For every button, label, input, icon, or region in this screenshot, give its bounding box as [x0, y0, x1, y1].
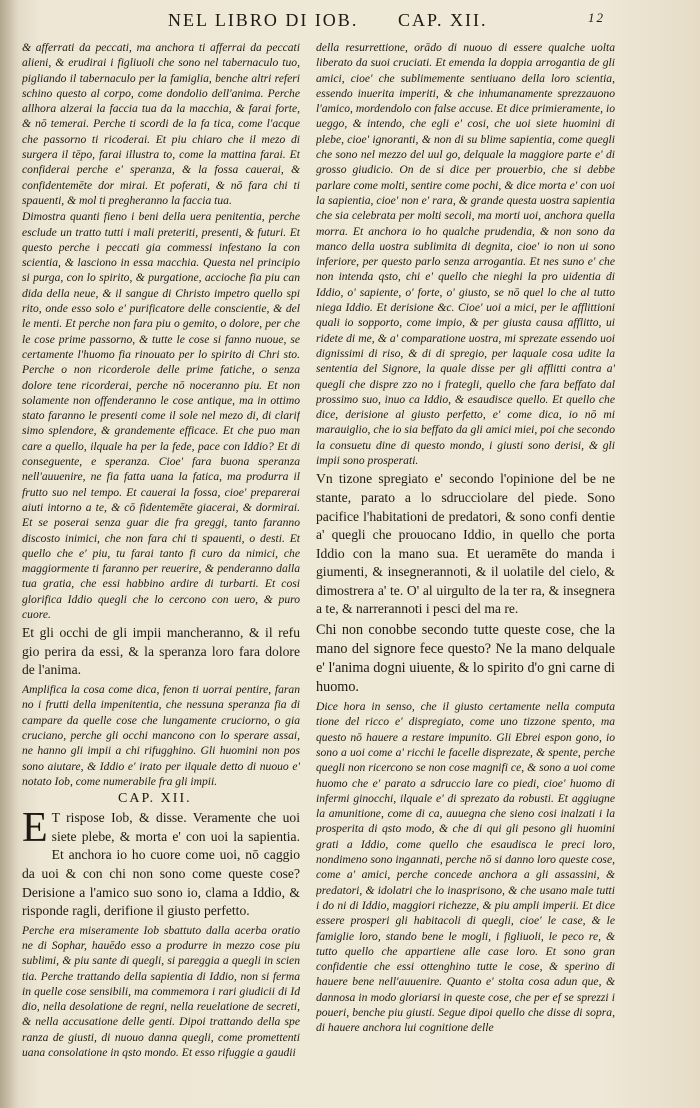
commentary-paragraph: Dice hora in senso, che il giusto certamente nella computa tione del ricco e' dispregiato, come uno tizzone spento, ma questo nō hauere a restare impunito. Gli Ebrei espon gono, io sono a uoi come a' ricchi le facelle disprezate, & spente, perche quegli non ricercono se non cose magnifi ce, & sono a uoi come huomo che e' parato a sdruccio lare co piedi, cioe' huomo di infermi ginocchi, ilquale e' di sprezato da robusti. Et aggiugne la amunitione, come di ca, auuegna che sieno cosi inalzati i la prosperita di qsto modo, & che di qui gli pesono gli huomini grati a Iddio, come quello che esaudisca le preci loro, nondimeno sono ingannati, perche nō si danno loro queste cose, come a' amici, perche concede anchora a gli assassini, & predatori, & idolatri che lo inasprisono, & che usano male tutti i do ni di Iddio, maggiori richezze, & piu ampli imperii. Et dice essere prosperi gli habitacoli di quegli, cioe' le case, & le famiglie loro, stando bene le mogli, i figliuoli, le peco re, & tutto quello che appartiene alle case loro. Et sono gran confidentie che essi ottenghino tutte le cose, & sperino di hauere bene nell'auuenire. Quanto e' stolta cosa adun que, & dannosa in modo gloriarsi in queste cose, che per ef se sprezzi i poueri, benche piu giusti. Segue dipoi quello che disse di sopra, di hauere anchora lui cognitione delle [316, 700, 615, 1035]
running-head-chapter: CAP. XII. [398, 10, 488, 30]
commentary-paragraph: della resurrettione, orādo di nuouo di essere qualche uolta liberato da suoi cruciati. Et emenda la doppia arrogantia de gli amici, cioe' che sublimemente sentiuano della loro scientia, essendo inuerita imperiti, & che inhumanamente sprezzauono l'amico, mordendolo con false accuse. Et dice primieramente, io ueggo, & intendo, che egli e' cosi, che uoi siete huomini di plebe, cioe' ignoranti, & non di su blime sapientia, come quegli che sono nel mezzo del uul go, delquale la maggiore parte e' di grosso giudicio. On de si dice per prouerbio, che si debbe parlare come molti, sentire come pochi, & dice morta e' con uoi la sapientia, cioe' non e' rara, & grande questa uostra sapientia che sia celebrata per molti secoli, ma morti uoi, anchora quella morra. Et anchora io ho qualche prudendia, & non sono da manco della uostra sublimita di degnita, cioe' io non ui sono inferiore, per questo parlo senza arrogantia. Et nes suno e' che non intenda qsto, chi e' quello che nieghi la pro uidentia di Iddio, o' sapiente, o' forte, o' giusto, se nō quel lo che al tutto niega Iddio. Et derisione &c. Cioe' uoi a mici, per le afflittioni quali io sopporto, come impio, & per giusta causa afflitto, ui ridete di me, & a' comparatione uostra, mi sprezate essendo uoi dignissimi di riso, & di di spregio, per laquale cosa udite la sententia del Signore, la quale disse per gli afflitti contra a' quegli che dispre zzo no i frategli, quello che fara beffato dal prossimo suo, inuo ca Iddio, & esaudisce quello. Et quello che dice, derisione al giusto perfetto, e' come dica, io nō mi marauiglio, che io sia beffato da gli amici miei, poi che secondo la consuetu dine di questo mondo, i giusti sono derisi, & gli impii sono prosperati. [316, 41, 615, 468]
left-column [22, 40, 300, 1095]
running-head [0, 10, 700, 40]
commentary-paragraph: Perche era miseramente Iob sbattuto dalla acerba oratio ne di Sophar, hauēdo esso a produrre in mezzo cose piu sublimi, & piu sante di quegli, si pareggia a quegli in scien tia. Perche trattando della sapientia di Iddio, non si ferma in quelle cose sensibili, ma commemora i rari giudicii di Id dio, nella desolatione de regni, nella reuelatione de secreti, & nella accusatione delle genti. Dipoi trattando della spe ranza de giusti, di nuouo danna quegli, come promettenti uana consolatione in qsto mondo. Et esso rifuggie a gaudii [22, 923, 300, 1060]
folio-number: 12 [588, 10, 605, 25]
chapter-heading: CAP. XII. [118, 791, 192, 807]
scripture-verse: Vn tizone spregiato e' secondo l'opinione del be ne stante, parato a lo sdrucciolare del piede. Sono pacifice l'habitationi de predatori, & sono confi dentie a' quegli che prouocano Iddio, in quello che porta Iddio con la mano sua. Et ueramēte do manda i giumenti, & insegnerannoti, & il uolatile del cielo, & dimostrera a' te. O' al uirgulto de la ter ra, & insegnera a te, & narrerannoti i pesci del ma re. [316, 471, 615, 617]
chapter-opening-text: T rispose Iob, & disse. Veramente che uoi siete plebe, & morta e' con uoi la sapientia. Et anchora io ho cuore come uoi, nō caggio da uoi & con chi non sono come queste cose? Derisione a l'amico suo sono io, clama a Iddio, & risponde ragli, derifione il giusto perfetto. [22, 810, 300, 919]
commentary-paragraph: Dimostra quanti fieno i beni della uera penitentia, perche esclude un tratto tutti i mali preteriti, presenti, & futuri. Et questo perche i peccati gia commessi infestano la con scientia, & lasciono in essa macchia. Questa nel principio si purga, con lo spirito, & purgatione, accioche fia piu can dida della neue, & il sangue di Christo impetro quello spi rito, onde esso solo e' purificatore delle conscientie, & del le menti. Et perche non fara piu o gemito, o dolore, per che le cose prime passorno, & tutte le cose si fanno nuoue, se certamente l'huomo fia rinouato per lo spirito di Chri sto. Perche o non ricorderole delle prime fatiche, o senza dolore tene ricorderai, perche nō noceranno piu. Et non solamente non offenderanno le cose antique, ma in ottimo stato faranno le presenti come il sole nel mezo di, di clarif simo splendore, & grandemente efficace. Et che puo man care a quello, ilquale ha per la fede, pace con Iddio? Et di conseguente, e speranza. Cioe' fara buona speranza nell'auuenire, ne fia fatta uana la fatica, ma produrra il frutto suo nel tempo. Et cauerai la fossa, cioe' preparerai aiuti intorno a te, & cō fidentemēte giacerai, & dormirai. Et se poserai senza guar die fra greggi, tanto faranno discosto inimici, che non fara chi ti spauenti, o desti. Et quello che e' piu, tu farai tanto fi curo da nimici, che maggiormente ti faranno per reuerire, & penderanno dalla tua gratia, che essi habbino ardire di turbarti. Et cosi glorifica Iddio quegli che lo cercono con uero, & puro cuore. [22, 210, 300, 621]
right-column [316, 40, 615, 1095]
scripture-verse: Chi non conobbe secondo tutte queste cose, che la mano del signore fece questo? Ne la mano delquale e' l'anima dogni uiuente, & lo spirito d'o gni carne di huomo. [316, 622, 615, 696]
commentary-paragraph: Amplifica la cosa come dica, fenon ti uorrai pentire, faran no i frutti della impenitentia, che nessuna speranza fia di campare da quelle cose che lungamente cruciorno, o gia cruciano, perche gli occhi mancono con lo sperare assai, ne hanno gli impii a chi rifugghino. Gli huomini non pos sono aiutare, & Iddio e' irato per ilquale detto di nuouo e' notato Iob, come numerabile fra gli impii. [22, 683, 300, 788]
chapter-opening-verse [22, 805, 300, 921]
drop-cap: E [22, 805, 48, 852]
binding-shadow [0, 0, 18, 1108]
commentary-paragraph: & afferrati da peccati, ma anchora ti afferrai da peccati alieni, & erudirai i figliuoli che sono nel tabernaculo tuo, pigliando il tabernaculo per la famiglia, benche altri referi schino questo al corpo, come dondolio dell'anima. Perche allhora alzerai la faccia tua da la macchia, & farai forte, & nō temerai. Perche ti scordi de la fa tica, come l'acque che passorno ti ricoderai. Et piu chiaro che il mezo di surgera il tēpo, farai illustra to, come la mattina farai. Et confiderai perche e' speranza, & la fossa cauerai, & confidentemēte dor mirai. Et poferati, & nō fara chi ti spauenti, & mol ti pregheranno la faccia tua. [22, 41, 300, 207]
scripture-verse: Et gli occhi de gli impii mancheranno, & il refu gio perira da essi, & la speranza loro fara dolore de l'anima. [22, 625, 300, 678]
running-head-title: NEL LIBRO DI IOB. [168, 10, 359, 30]
